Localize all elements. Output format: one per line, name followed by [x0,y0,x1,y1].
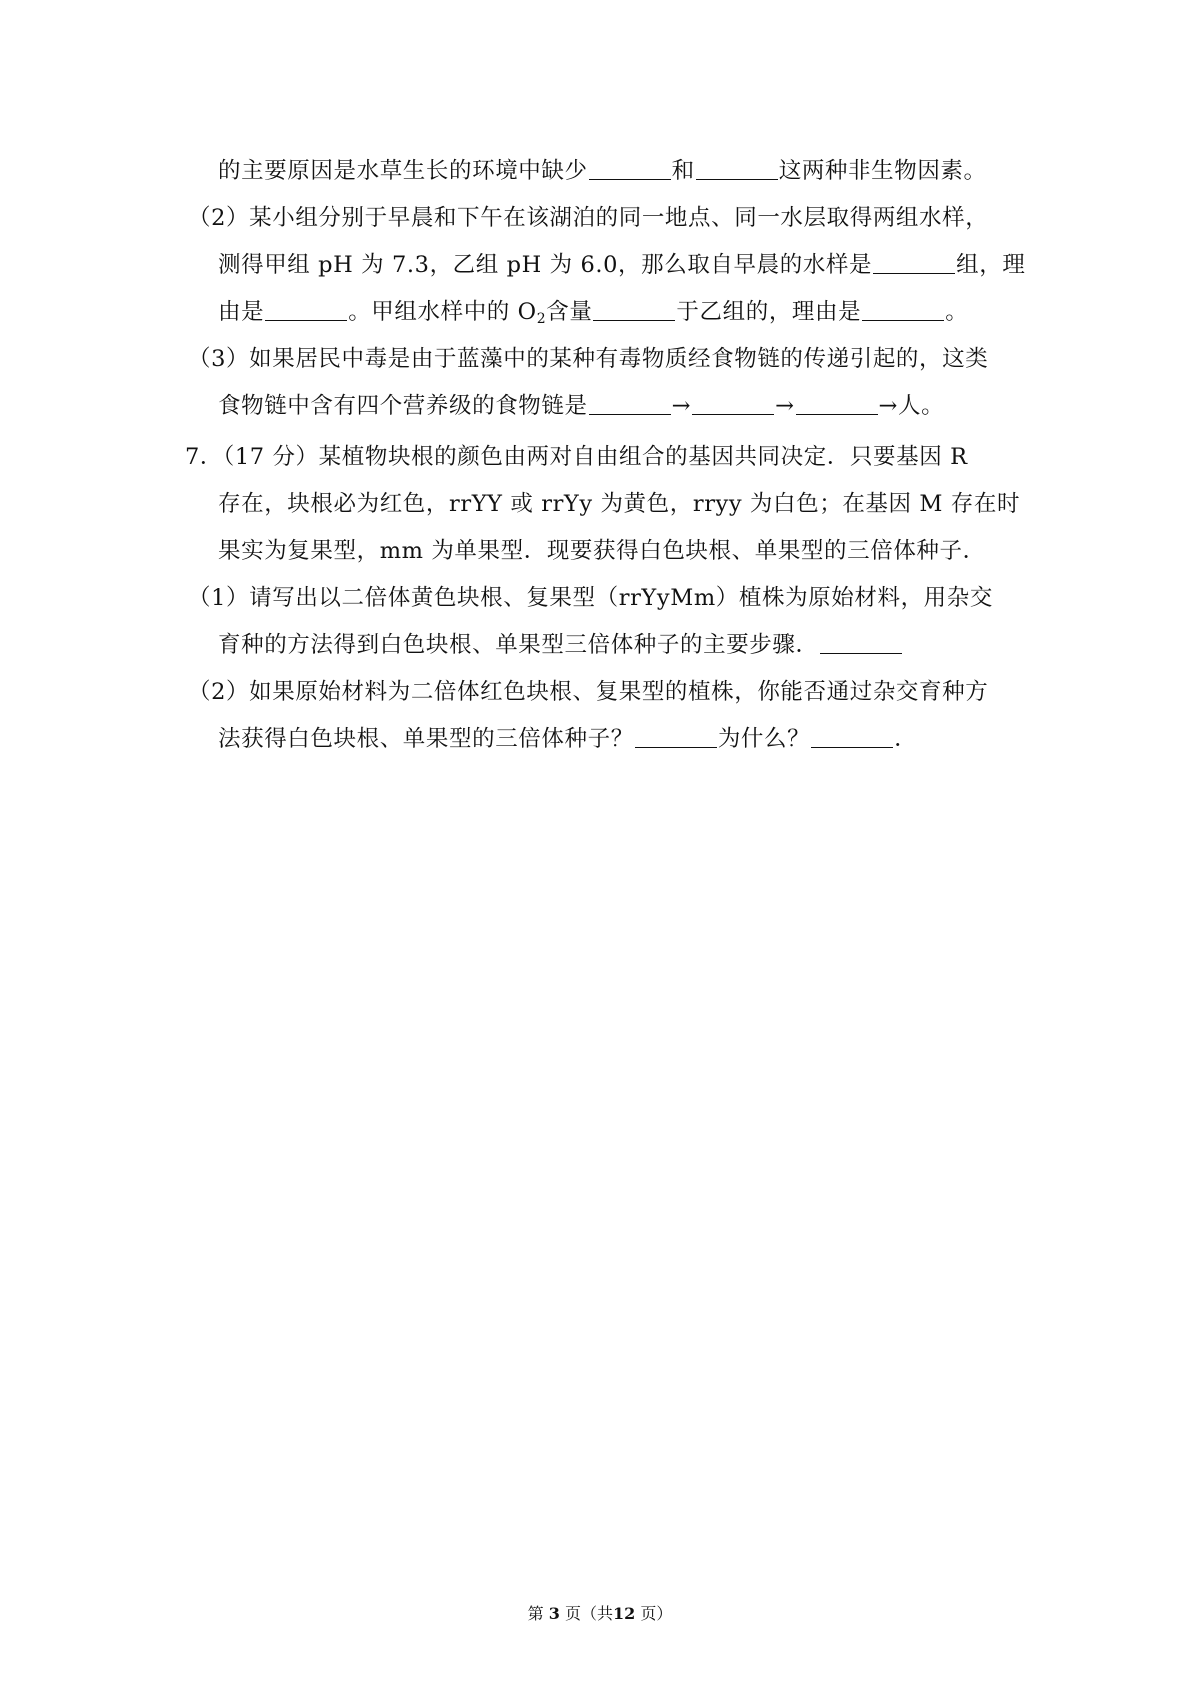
text-segment: 测得甲组 pH 为 7.3，乙组 pH 为 6.0，那么取自早晨的水样是 [218,252,873,278]
answer-blank[interactable] [593,319,675,321]
text-line-9: 果实为复果型，mm 为单果型．现要获得白色块根、单果型的三倍体种子． [218,538,986,564]
text-line-8: 存在，块根必为红色，rrYY 或 rrYy 为黄色，rryy 为白色；在基因 M 存在时 [218,491,1021,517]
answer-blank[interactable] [811,746,893,748]
text-line-12: （2）如果原始材料为二倍体红色块根、复果型的植株，你能否通过杂交育种方 [188,679,989,705]
text-line-7: 7．（17 分）某植物块根的颜色由两对自由组合的基因共同决定．只要基因 R [185,444,968,470]
text-line-3 [218,250,1025,280]
text-segment: 这两种非生物因素。 [778,158,987,184]
text-segment: 。 [945,299,969,325]
text-line-11 [218,630,903,660]
text-line-13 [218,724,917,754]
text-line-6 [218,391,944,421]
answer-blank[interactable] [692,413,774,415]
text-segment: →人。 [878,393,945,419]
answer-blank[interactable] [265,319,347,321]
arrow-text: → [775,393,795,419]
text-segment: 组，理 [956,252,1026,278]
answer-blank[interactable] [820,652,902,654]
text-segment: 育种的方法得到白色块根、单果型三倍体种子的主要步骤． [218,632,819,658]
page-number: 3 [548,1604,560,1623]
text-segment: 含量 [546,299,593,325]
page-footer [0,1604,1200,1624]
footer-text: 第 [527,1604,544,1623]
text-segment: 法获得白色块根、单果型的三倍体种子？ [218,726,634,752]
answer-blank[interactable] [635,746,717,748]
text-line-1 [218,156,987,186]
text-line-5: （3）如果居民中毒是由于蓝藻中的某种有毒物质经食物链的传递引起的，这类 [188,346,989,372]
footer-text: 页（共 [564,1604,613,1623]
text-segment: 和 [671,158,695,184]
text-line-4 [218,297,968,327]
answer-blank[interactable] [796,413,878,415]
text-line-2: （2）某小组分别于早晨和下午在该湖泊的同一地点、同一水层取得两组水样， [188,205,989,231]
text-segment: 。甲组水样中的 O [348,299,537,325]
answer-blank[interactable] [589,413,671,415]
text-segment: ． [894,726,918,752]
text-segment: 为什么？ [717,726,811,752]
answer-blank[interactable] [589,178,671,180]
text-segment: 食物链中含有四个营养级的食物链是 [218,393,588,419]
footer-text: 页） [640,1604,673,1623]
text-line-10: （1）请写出以二倍体黄色块根、复果型（rrYyMm）植株为原始材料，用杂交 [188,585,993,611]
subscript: 2 [536,311,547,327]
total-pages: 12 [612,1604,636,1623]
answer-blank[interactable] [862,319,944,321]
text-segment: 的主要原因是水草生长的环境中缺少 [218,158,588,184]
arrow-text: → [671,393,692,419]
answer-blank[interactable] [696,178,778,180]
text-segment: 于乙组的，理由是 [676,299,862,325]
text-segment: 由是 [218,299,265,325]
answer-blank[interactable] [873,272,955,274]
